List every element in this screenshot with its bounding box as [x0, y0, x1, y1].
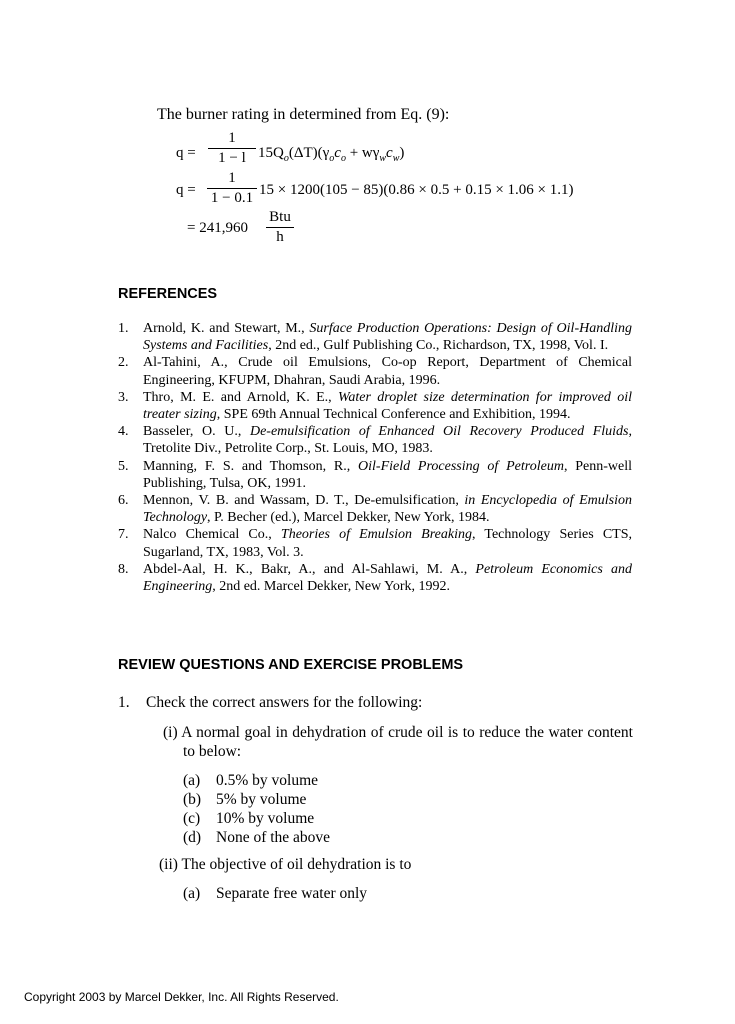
- eq3-fraction: [266, 209, 294, 246]
- reference-authors: Nalco Chemical Co.,: [143, 527, 281, 543]
- subquestion-i-options: [183, 771, 330, 847]
- subquestion-ii-options: [183, 885, 367, 903]
- references-heading: REFERENCES: [118, 286, 218, 302]
- reference-authors: Mennon, V. B. and Wassam, D. T., De-emulsification,: [143, 493, 465, 509]
- eq2-frac-num: 1: [228, 170, 236, 186]
- reference-number: 3.: [118, 389, 129, 405]
- eq2-frac-den: 1 − 0.1: [210, 190, 254, 206]
- reference-number: 5.: [118, 458, 129, 474]
- reference-item: [118, 458, 632, 492]
- reference-title: Petroleum Economics and Engineering: [143, 561, 632, 595]
- reference-authors: Abdel-Aal, H. K., Bakr, A., and Al-Sahlawi, M. A.,: [143, 561, 476, 577]
- reference-publication: , Technology Series CTS, Sugarland, TX, 1983, Vol. 3.: [143, 527, 633, 560]
- reference-publication: , Tretolite Div., Petrolite Corp., St. Louis, MO, 1983.: [143, 424, 632, 457]
- eq2-fraction: [207, 170, 257, 207]
- reference-title: Surface Production Operations: Design of Oil-Handling Systems and Facilities: [143, 321, 632, 354]
- reference-authors: Arnold, K. and Stewart, M.,: [143, 321, 310, 336]
- reference-publication: , 2nd ed. Marcel Dekker, New York, 1992.: [212, 579, 450, 595]
- reference-item: [118, 389, 632, 423]
- reference-item: [118, 320, 632, 354]
- intro-text: The burner rating in determined from Eq. (9):: [157, 106, 450, 123]
- eq2-rhs: 15 × 1200(105 − 85)(0.86 × 0.5 + 0.15 × 1.06 × 1.1): [259, 182, 574, 198]
- reference-title: in Encyclopedia of Emulsion Technology: [143, 493, 632, 526]
- review-heading: REVIEW QUESTIONS AND EXERCISE PROBLEMS: [118, 657, 464, 673]
- reference-item: [118, 423, 632, 457]
- option-item: (c) 10% by volume: [183, 810, 315, 827]
- reference-authors: Manning, F. S. and Thomson, R.,: [143, 458, 359, 474]
- question-text: Check the correct answers for the following:: [146, 694, 423, 711]
- subquestion-ii-text: (ii) The objective of oil dehydration is to: [159, 856, 412, 873]
- eq1-rhs: $15Q_o(\Delta T)(\gamma_oc_o + w\gamma_wc_w)$: [258, 145, 405, 164]
- reference-number: 4.: [118, 424, 129, 440]
- reference-number: 7.: [118, 527, 129, 543]
- reference-title: Water droplet size determination for improved oil treater sizing: [143, 389, 632, 423]
- reference-title: Oil-Field Processing of Petroleum: [358, 458, 564, 474]
- reference-number: 8.: [118, 561, 129, 577]
- eq3-frac-den: h: [276, 229, 284, 245]
- reference-item: [118, 492, 632, 526]
- reference-item: [118, 526, 632, 560]
- subquestion-i: [163, 723, 633, 761]
- reference-number: 1.: [118, 321, 129, 336]
- option-item: (a) 0.5% by volume: [183, 772, 319, 789]
- eq1-fraction: [208, 130, 256, 167]
- reference-title: Theories of Emulsion Breaking: [280, 527, 472, 543]
- reference-authors: Thro, M. E. and Arnold, K. E.,: [143, 389, 338, 405]
- reference-publication: , 2nd ed., Gulf Publishing Co., Richardson, TX, 1998, Vol. I.: [268, 338, 609, 354]
- reference-item: [118, 354, 632, 388]
- eq3-lhs: = 241,960: [187, 220, 248, 236]
- reference-publication: , P. Becher (ed.), Marcel Dekker, New York, 1984.: [207, 510, 490, 526]
- reference-number: 2.: [118, 355, 129, 371]
- references-list: [118, 320, 632, 595]
- reference-authors: Al-Tahini, A., Crude oil Emulsions, Co-op Report, Department of Chemical Engineering, KFUPM, Dhahran, Saudi Arabia, 1996.: [143, 355, 632, 388]
- question-number: 1.: [118, 694, 130, 711]
- option-item: (b) 5% by volume: [183, 791, 307, 808]
- reference-number: 6.: [118, 493, 129, 509]
- reference-authors: Basseler, O. U.,: [143, 424, 250, 440]
- option-item: (d) None of the above: [183, 829, 331, 846]
- reference-publication: , Penn-well Publishing, Tulsa, OK, 1991.: [143, 458, 633, 491]
- option-item: (a) Separate free water only: [183, 885, 368, 902]
- eq2-lhs: q =: [176, 182, 196, 198]
- copyright-notice: Copyright 2003 by Marcel Dekker, Inc. All Rights Reserved.: [24, 990, 339, 1004]
- reference-publication: , SPE 69th Annual Technical Conference and Exhibition, 1994.: [216, 407, 571, 423]
- eq1-frac-num: 1: [228, 130, 236, 146]
- eq3-frac-num: Btu: [269, 209, 291, 225]
- subquestion-i-text: (i) A normal goal in dehydration of crude oil is to reduce the water content to below:: [163, 724, 633, 760]
- reference-item: [118, 561, 632, 595]
- reference-title: De-emulsification of Enhanced Oil Recovery Produced Fluids: [249, 424, 629, 440]
- eq1-frac-den: 1 − l: [218, 150, 246, 166]
- eq1-lhs: q =: [176, 145, 196, 161]
